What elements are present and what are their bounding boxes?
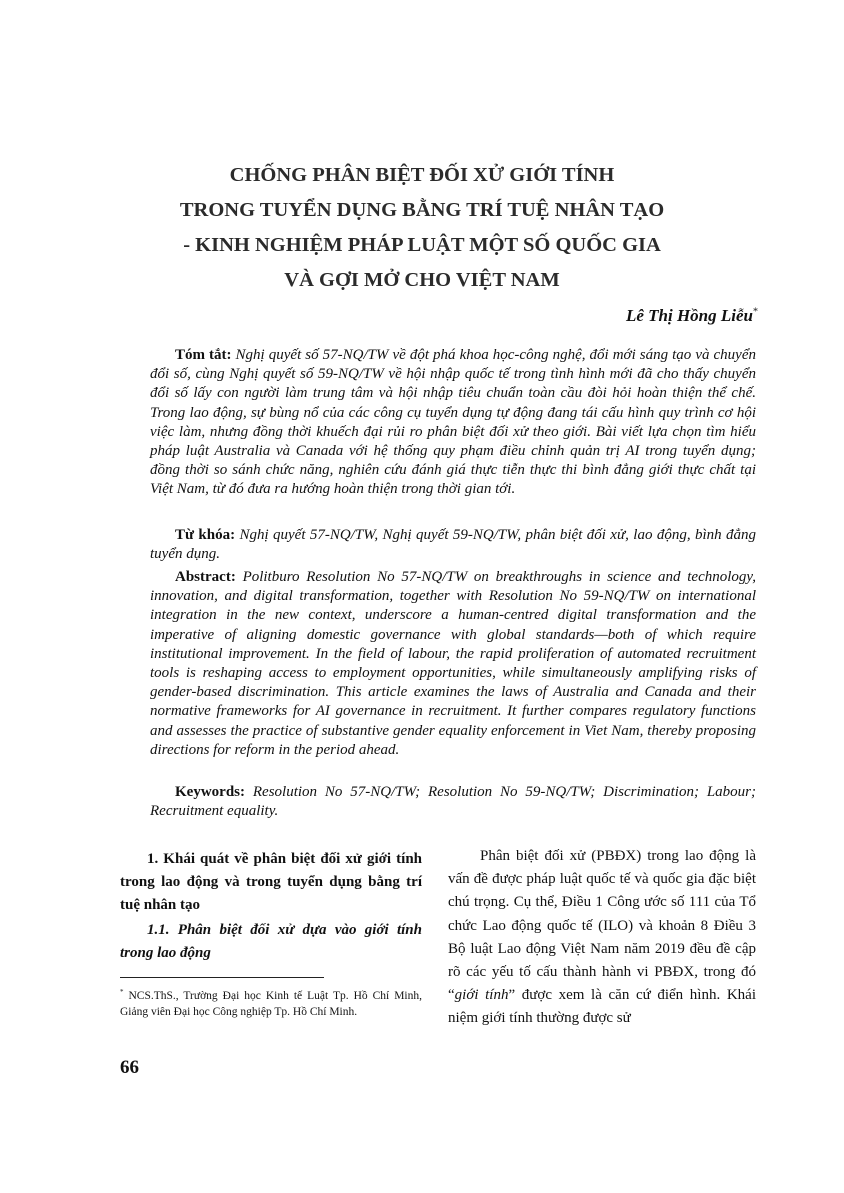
abstract-en xyxy=(150,568,756,760)
section-1-1-heading: 1.1. Phân biệt đối xử dựa vào giới tính trong lao động xyxy=(120,922,422,961)
title-line-4: VÀ GỢI MỞ CHO VIỆT NAM xyxy=(284,269,560,291)
body-text-part-1: Phân biệt đối xử (PBĐX) trong lao động là vấn đề được pháp luật quốc tế và quốc gia đặc biệt chú trọng. Cụ thể, Điều 1 Công ước số 111 của Tổ chức Lao động quốc tế (ILO) và khoản 8 Điều 3 Bộ luật Lao động Việt Nam năm 2019 đều đề cập rõ các yếu tố cấu thành hành vi PBĐX, trong đó “ xyxy=(448,848,756,1004)
keywords-vi xyxy=(150,526,756,564)
page-number: 66 xyxy=(120,1057,139,1078)
footnote-divider xyxy=(120,977,324,978)
abstract-en-label: Abstract: xyxy=(175,569,236,585)
author-name: Lê Thị Hồng Liễu xyxy=(625,306,753,325)
body-text-emphasis: giới tính xyxy=(454,987,509,1004)
footnote-text: NCS.ThS., Trường Đại học Kinh tế Luật Tp. Hồ Chí Minh, Giảng viên Đại học Công nghiệp Tp. Hồ Chí Minh. xyxy=(120,989,422,1019)
author-footnote-mark: * xyxy=(753,306,758,318)
body-paragraph xyxy=(448,845,756,1031)
keywords-en-text: Resolution No 57-NQ/TW; Resolution No 59-NQ/TW; Discrimination; Labour; Recruitment equality. xyxy=(150,784,756,820)
title-line-2: TRONG TUYỂN DỤNG BẰNG TRÍ TUỆ NHÂN TẠO xyxy=(179,199,665,221)
title-line-1: CHỐNG PHÂN BIỆT ĐỐI XỬ GIỚI TÍNH xyxy=(229,164,615,186)
abstract-en-text: Politburo Resolution No 57-NQ/TW on breakthroughs in science and technology, innovation, and digital transformation, together with Resolution No 59-NQ/TW on international integration in the new context, underscore a human-centred digital transformation and the imperative of aligning domestic governance with global standards—both of which require institutional improvement. In the field of labour, the rapid proliferation of automated recruitment tools is reshaping access to employment opportunities, while simultaneously amplifying risks of gender-based discrimination. This article examines the laws of Australia and Canada and their normative frameworks for AI governance in recruitment. It further compares regulatory functions and assesses the practice of substantive gender equality enforcement in Viet Nam, thereby proposing directions for reform in the period ahead. xyxy=(150,569,756,758)
section-1-heading: 1. Khái quát về phân biệt đối xử giới tính trong lao động và trong tuyển dụng bằng trí tuệ nhân tạo xyxy=(120,851,422,913)
left-column xyxy=(120,848,422,965)
keywords-vi-text: Nghị quyết 57-NQ/TW, Nghị quyết 59-NQ/TW, phân biệt đối xử, lao động, bình đẳng tuyển dụng. xyxy=(150,527,757,563)
article-title xyxy=(120,158,724,298)
title-line-3: - KINH NGHIỆM PHÁP LUẬT MỘT SỐ QUỐC GIA xyxy=(183,234,661,256)
summary-vi-text: Nghị quyết số 57-NQ/TW về đột phá khoa học-công nghệ, đổi mới sáng tạo và chuyển đổi số, cùng Nghị quyết số 59-NQ/TW về hội nhập quốc tế trong tình hình mới đã cho thấy chuyển đổi số lấy con người làm trung tâm và hội nhập tiêu chuẩn toàn cầu đòi hỏi hoàn thiện thể chế. Trong lao động, sự bùng nổ của các công cụ tuyển dụng tự động đang tái cấu hình quy trình cơ hội việc làm, nhưng đồng thời khuếch đại rủi ro phân biệt đối xử theo giới. Bài viết lựa chọn tìm hiểu pháp luật Australia và Canada với hệ thống quy phạm điều chỉnh quản trị AI trong tuyển dụng; đồng thời so sánh chức năng, nghiên cứu đánh giá thực tiễn thực thi bình đẳng giới thực chất tại Việt Nam, từ đó đưa ra hướng hoàn thiện trong thời gian tới. xyxy=(150,347,756,498)
keywords-vi-label: Từ khóa: xyxy=(175,527,236,543)
keywords-en xyxy=(150,783,756,821)
author xyxy=(626,306,758,326)
summary-vi xyxy=(150,346,756,500)
summary-vi-label: Tóm tắt: xyxy=(175,347,232,363)
footnote-mark: * xyxy=(120,988,124,996)
keywords-en-label: Keywords: xyxy=(175,784,245,800)
footnote xyxy=(120,984,422,1021)
body-text-part-2: ” được xem là căn cứ điển hình. Khái niệm giới tính thường được sử xyxy=(448,987,757,1027)
